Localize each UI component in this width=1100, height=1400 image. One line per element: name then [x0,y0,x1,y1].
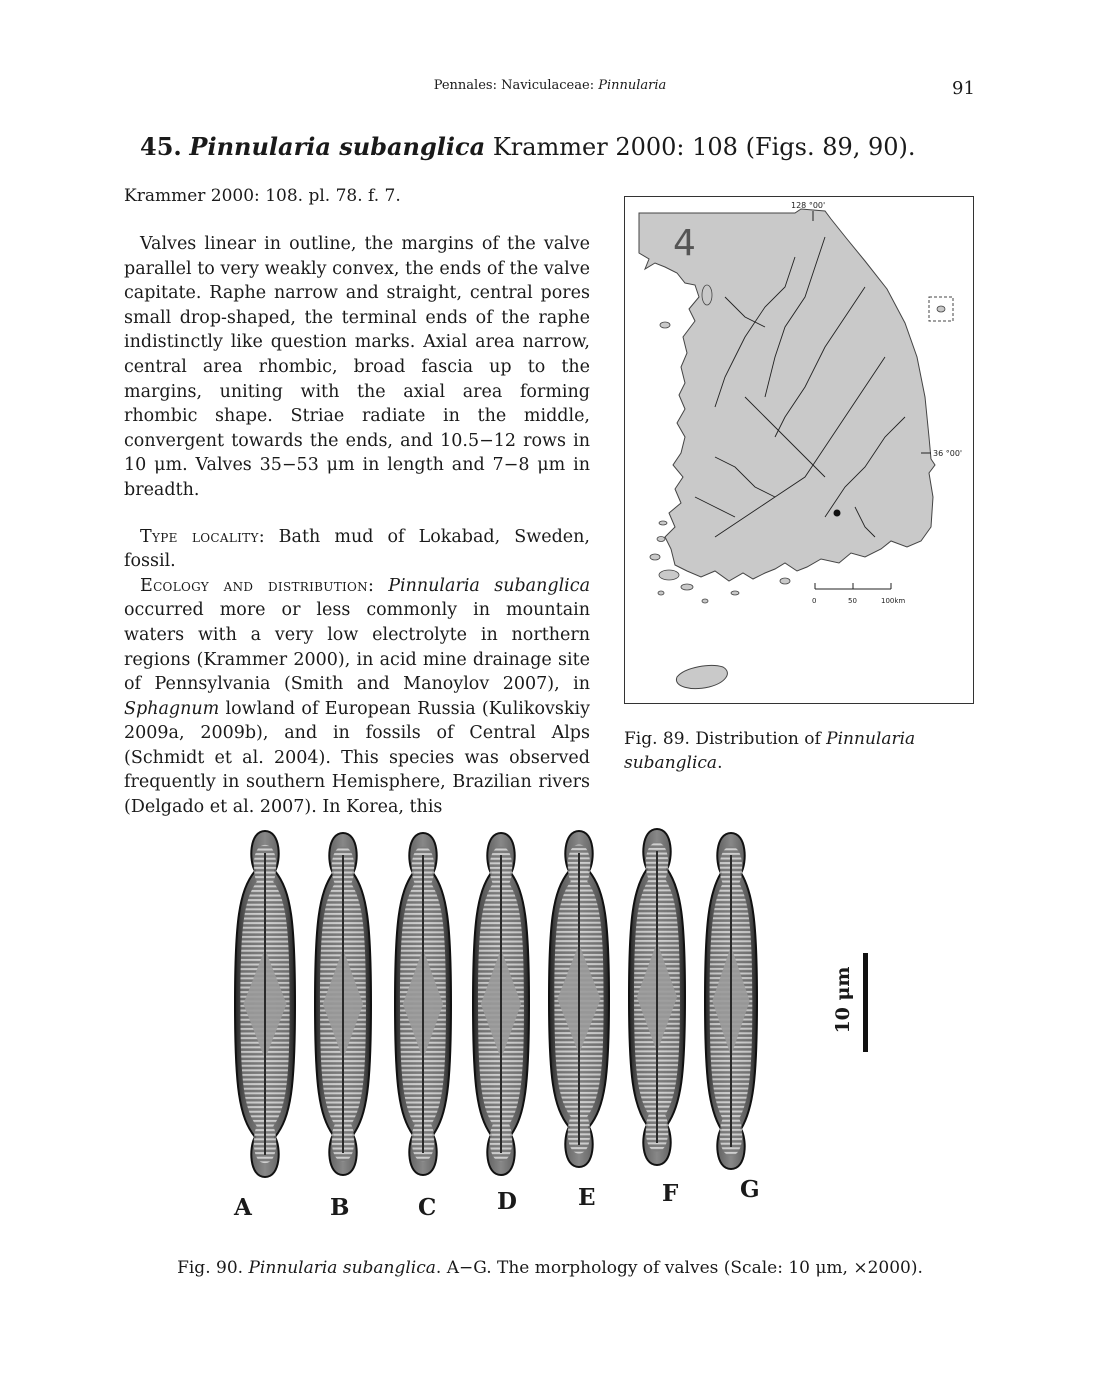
latitude-label: 36 °00' [933,449,963,458]
fig89-caption-species: Pinnularia subanglica [624,729,916,773]
type-locality-paragraph [124,525,590,574]
fig90-caption-prefix: Fig. 90. [177,1258,249,1278]
description-paragraph: Valves linear in outline, the margins of the valve parallel to very weakly convex, the ends of the valve capitate. Raphe narrow and straight, central pores small drop-shaped, the terminal ends of the raphe indistinctly like question marks. Axial area narrow, central area rhombic, broad fascia up to the margins, uniting with the axial area forming rhombic shape. Striae radiate in the middle, convergent towards the ends, and 10.5−12 rows in 10 μm. Valves 35−53 μm in length and 7−8 μm in breadth. [124,234,590,500]
korea-landmass [639,209,935,581]
map-scale-tick-0: 0 [812,597,817,605]
fig90-caption-suffix: . A−G. The morphology of valves (Scale: 10 μm, ×2000). [435,1258,923,1278]
map-inset-number: 4 [673,223,696,264]
valves-group [235,829,757,1177]
fig90-caption [0,1258,1100,1278]
ecology-sep: : [367,575,389,596]
distribution-map [624,196,974,704]
valve-label-b: B [330,1194,350,1221]
fig89-caption-suffix: . [717,753,723,773]
species-title [140,132,940,161]
valve-label-c: C [418,1194,437,1221]
korea-map-svg [625,197,973,703]
valve-label-g: G [740,1176,760,1203]
fig90-caption-species: Pinnularia subanglica [248,1258,436,1278]
taxonomic-reference: Krammer 2000: 108. pl. 78. f. 7. [124,186,401,206]
fig89-caption-prefix: Fig. 89. Distribution of [624,729,827,749]
map-scale-tick-2: 100km [881,597,906,605]
map-scale-bar [815,583,891,589]
species-authority: Krammer 2000: 108 (Figs. 89, 90). [485,133,916,161]
type-locality-label: Type locality [140,526,259,547]
species-number: 45. [140,132,182,161]
ecology-sphagnum: Sphagnum [124,698,220,719]
valve-label-e: E [578,1184,596,1211]
ecology-text-1: occurred more or less commonly in mountain waters with a very low electrolyte in northern regions (Krammer 2000), in acid mine drainage site of Pennsylvania (Smith and Manoylov 2007), in [124,600,590,695]
valve-label-a: A [234,1194,252,1221]
micrograph-scale-bar [863,953,868,1052]
valve-label-f: F [662,1180,679,1207]
micrograph-scale-label: 10 μm [832,966,854,1034]
body-text [124,232,590,820]
valve-micrographs [225,825,895,1225]
ecology-paragraph [124,574,590,820]
sampling-site-marker [834,510,841,517]
valve-label-d: D [497,1188,517,1215]
running-head-prefix: Pennales: Naviculaceae: [433,78,599,93]
page-number: 91 [952,78,975,99]
longitude-label: 128 °00' [791,201,826,210]
ecology-species: Pinnularia subanglica [388,575,591,596]
jeju-island [676,665,727,688]
ecology-label: Ecology and distribution [140,575,368,596]
fig89-caption [624,727,976,775]
ecology-text-2: lowland of European Russia (Kulikovskiy 2009a, 2009b), and in fossils of Central Alps (Schmidt et al. 2004). This species was observed frequently in southern Hemisphere, Brazilian rivers (Delgado et al. 2007). In Korea, this [124,698,590,818]
running-head-genus: Pinnularia [598,78,667,93]
type-locality-text: : Bath mud of Lokabad, Sweden, fossil. [124,526,590,572]
running-head [0,78,1100,93]
species-name: Pinnularia subanglica [189,132,486,161]
map-scale-tick-1: 50 [848,597,857,605]
dokdo-island [937,306,945,312]
